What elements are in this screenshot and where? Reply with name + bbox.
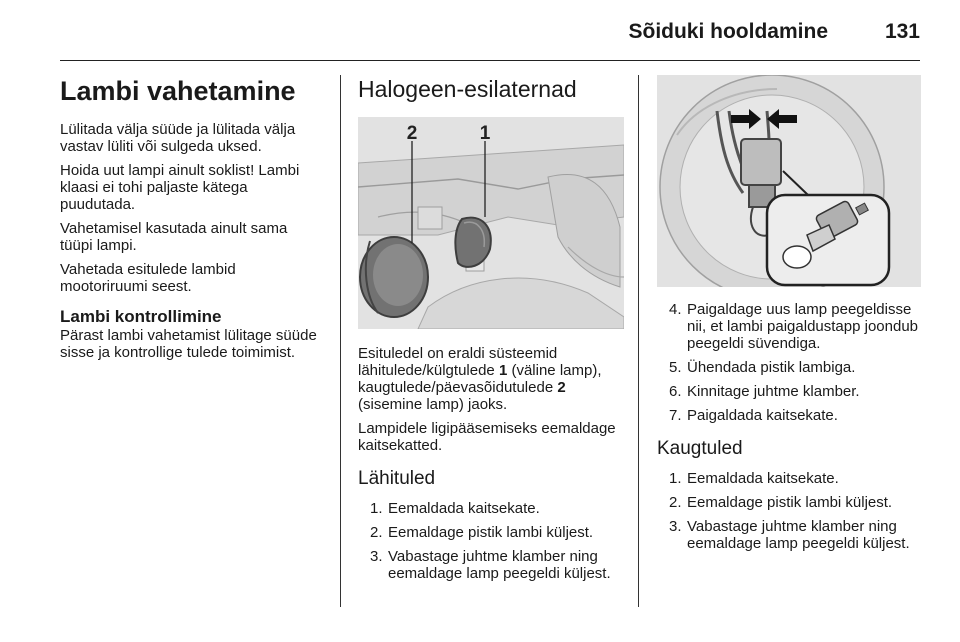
list-item	[657, 301, 921, 352]
section-title: Sõiduki hooldamine	[628, 20, 828, 43]
steps-lahituled	[358, 500, 624, 582]
column-3	[657, 75, 921, 559]
figure-label-1: 1	[479, 123, 491, 144]
step-text: Vabastage juhtme klamber ning eemaldage lamp peegeldi küljest.	[687, 518, 910, 552]
steps-continued	[657, 301, 921, 424]
paragraph: Hoida uut lampi ainult soklist! Lambi klaasi ei tohi paljaste kätega puudutada.	[60, 162, 300, 213]
paragraph: Pärast lambi vahetamist lülitage süüde sisse ja kontrollige tulede toimimist.	[60, 327, 317, 361]
paragraph: Lülitada välja süüde ja lülitada välja vastav lüliti või sulgeda uksed.	[60, 121, 296, 155]
list-item	[657, 359, 921, 376]
column-divider	[638, 75, 639, 607]
step-text: Eemaldada kaitsekate.	[687, 470, 839, 487]
list-item	[358, 548, 624, 582]
list-item	[657, 383, 921, 400]
heading-lambi-vahetamine: Lambi vahetamine	[60, 76, 296, 106]
step-number: 2.	[669, 494, 682, 511]
step-text: Eemaldage pistik lambi küljest.	[388, 524, 594, 541]
page-number: 131	[884, 20, 920, 43]
text-run: Esituledel on eraldi süsteemid lähitulede/külgtulede	[358, 345, 558, 379]
paragraph: Vahetada esitulede lambid mootoriruumi seest.	[60, 261, 236, 295]
step-number: 5.	[669, 359, 682, 376]
step-number: 2.	[370, 524, 383, 541]
step-number: 6.	[669, 383, 682, 400]
list-item	[657, 407, 921, 424]
subheading-lambi-kontrollimine: Lambi kontrollimine	[60, 307, 222, 326]
step-number: 3.	[370, 548, 383, 565]
column-divider	[340, 75, 341, 607]
steps-kaugtuled	[657, 470, 921, 552]
paragraph-systems	[358, 345, 624, 413]
step-text: Kinnitage juhtme klamber.	[687, 383, 860, 400]
paragraph: Vahetamisel kasutada ainult sama tüüpi lampi.	[60, 220, 288, 254]
step-text: Eemaldada kaitsekate.	[388, 500, 540, 517]
step-number: 4.	[669, 301, 682, 318]
figure-label-2: 2	[406, 123, 418, 144]
subheading-kaugtuled: Kaugtuled	[657, 438, 743, 459]
step-number: 1.	[669, 470, 682, 487]
heading-halogeen-esilaternad: Halogeen-esilaternad	[358, 76, 577, 102]
text-run: (sisemine lamp) jaoks.	[358, 396, 508, 413]
step-text: Ühendada pistik lambiga.	[687, 359, 856, 376]
step-number: 7.	[669, 407, 682, 424]
subheading-lahituled: Lähituled	[358, 468, 436, 489]
step-text: Paigaldage uus lamp peegeldisse nii, et lambi paigaldustapp joondub peegeldi süvendiga.	[687, 301, 918, 352]
list-item	[358, 524, 624, 541]
list-item	[657, 518, 921, 552]
header-divider	[60, 60, 920, 61]
column-1	[60, 75, 322, 368]
text-run: (väline lamp), kaugtulede/päevasõidutulede	[358, 362, 602, 396]
list-item	[657, 470, 921, 487]
headlamp-figure	[358, 117, 624, 329]
paragraph-access: Lampidele ligipääsemiseks eemaldage kaitsekatted.	[358, 420, 616, 454]
list-item	[657, 494, 921, 511]
step-number: 1.	[370, 500, 383, 517]
step-text: Eemaldage pistik lambi küljest.	[687, 494, 893, 511]
bold-ref-1: 1	[498, 362, 508, 379]
step-number: 3.	[669, 518, 682, 535]
list-item	[358, 500, 624, 517]
lamp-connector-figure	[657, 75, 921, 287]
step-text: Vabastage juhtme klamber ning eemaldage lamp peegeldi küljest.	[388, 548, 611, 582]
step-text: Paigaldada kaitsekate.	[687, 407, 838, 424]
page-header	[60, 0, 920, 62]
bold-ref-2: 2	[557, 379, 566, 396]
column-2	[358, 75, 624, 589]
